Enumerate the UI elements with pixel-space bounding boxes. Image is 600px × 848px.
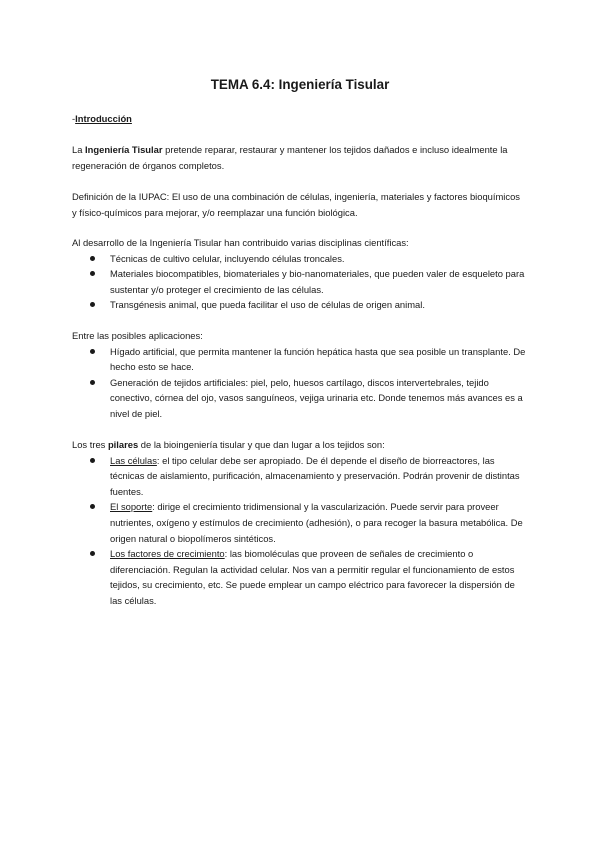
list-item (72, 546, 527, 608)
disciplines-section (72, 235, 527, 313)
list-item-text: Hígado artificial, que permita mantener la función hepática hasta que sea posible un transplante. De hecho esto se hace. (110, 345, 526, 373)
pillar-text: : las biomoléculas que proveen de señales de crecimiento o diferenciación. Regulan la actividad celular. Nos van a permitir regular el funcionamiento de estos tejidos, su crecimiento, etc. Se puede emplear un campo eléctrico para favorecer la dispersión de las células. (110, 548, 515, 606)
list-item-text: Transgénesis animal, que pueda facilitar el uso de células de origen animal. (110, 299, 425, 311)
list-item (72, 251, 527, 267)
list-item (72, 375, 527, 422)
intro-paragraph (72, 142, 527, 173)
bullet-icon (90, 458, 95, 463)
bullet-icon (90, 380, 95, 385)
pillar-term: Los factores de crecimiento (110, 548, 225, 560)
intro-paragraph-pre: La (72, 144, 86, 155)
bullet-icon (90, 302, 95, 307)
list-item-text: Generación de tejidos artificiales: piel, pelo, huesos cartílago, discos intervertebrales, tejido conectivo, córnea del ojo, vasos sanguíneos, vejiga urinaria etc. Donde tenemos más avances es a nivel de piel. (110, 376, 523, 419)
intro-paragraph-bold: Ingeniería Tisular (85, 144, 163, 155)
list-item (72, 499, 527, 546)
bullet-icon (90, 271, 95, 276)
bullet-icon (90, 551, 95, 556)
page-title: TEMA 6.4: Ingeniería Tisular (210, 77, 390, 92)
list-item (72, 344, 527, 375)
intro-heading-label: Introducción (75, 113, 132, 124)
bullet-icon (90, 504, 95, 509)
pillar-term: El soporte (110, 501, 153, 513)
pillars-intro (72, 437, 527, 453)
pillars-section (72, 437, 527, 609)
bullet-icon (90, 256, 95, 261)
applications-section (72, 328, 527, 422)
pillar-text: : el tipo celular debe ser apropiado. De él depende el diseño de biorreactores, las técnicas de aislamiento, purificación, almacenamiento y preservación. Podrán provenir de distintas fuentes. (110, 454, 520, 497)
intro-paragraph-post: pretende reparar, restaurar y mantener los tejidos dañados e incluso idealmente la regeneración de órganos completos. (72, 144, 508, 171)
disciplines-intro: Al desarrollo de la Ingeniería Tisular han contribuido varias disciplinas científicas: (72, 237, 409, 248)
applications-list (72, 344, 527, 422)
pillars-intro-pre: Los tres (72, 439, 108, 450)
list-item (72, 266, 527, 297)
pillar-term: Las células (110, 454, 157, 466)
pillar-text: : dirige el crecimiento tridimensional y la vascularización. Puede servir para proveer nutrientes, oxígeno y estímulos de crecimiento (adhesión), o para recoger la basura metabólica. De origen natural o biopolímeros sintéticos. (110, 501, 523, 544)
pillars-intro-bold: pilares (107, 439, 139, 450)
pillars-list (72, 453, 527, 609)
list-item (72, 297, 527, 313)
list-item-text: Materiales biocompatibles, biomateriales y bio-nanomateriales, que pueden valer de esqueleto para sustentar y/o proteger el crecimiento de las células. (110, 268, 525, 295)
pillars-intro-post: de la bioingeniería tisular y que dan lugar a los tejidos son: (138, 439, 385, 450)
bullet-icon (90, 349, 95, 354)
intro-heading-prefix: - (72, 113, 76, 124)
list-item (72, 453, 527, 500)
iupac-paragraph: Definición de la IUPAC: El uso de una combinación de células, ingeniería, materiales y factores bioquímicos y físico-químicos para mejorar, y/o reemplazar una función biológica. (72, 191, 520, 218)
intro-heading (72, 111, 527, 127)
applications-intro: Entre las posibles aplicaciones: (72, 330, 203, 341)
list-item-text: Técnicas de cultivo celular, incluyendo células troncales. (110, 252, 345, 264)
disciplines-list (72, 251, 527, 313)
